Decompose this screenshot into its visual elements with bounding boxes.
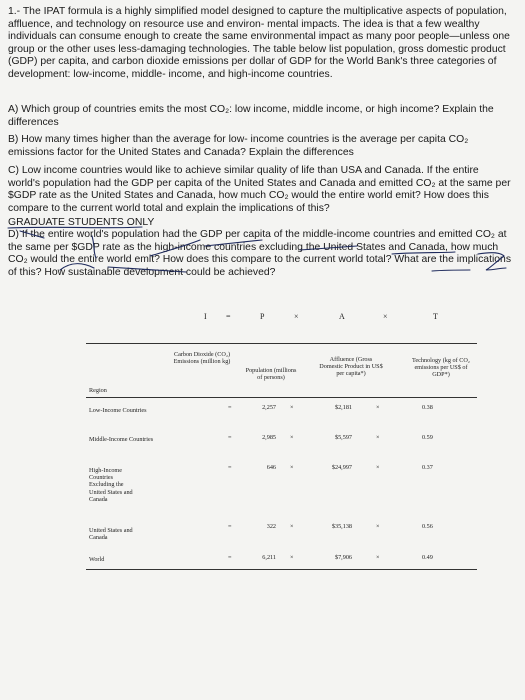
question-intro: 1.- The IPAT formula is a highly simplified model designed to capture the multiplicative aspects of population, affluence, and technology on resource use and environ- mental impacts. The idea is that a few wealthy individuals can consume enough to create the same environmental impact as many poor people—unless one group or the other uses less-damaging technologies. The table below list population, gross domestic product (GDP) per capita, and carbon dioxide emissions per dollar of GDP for the World Bank's three categories of development: low-income, middle- income, and high-income countries.: [8, 6, 510, 80]
row-equals: =: [228, 404, 232, 411]
row-region: High-Income Countries Excluding the United States and Canada: [89, 467, 133, 503]
row-population: 2,985: [262, 434, 276, 441]
table-top-rule: [86, 343, 477, 344]
row-times: ×: [376, 404, 380, 411]
row-population: 2,257: [262, 404, 276, 411]
row-equals: =: [228, 523, 232, 530]
header-co2: Carbon Dioxide (CO₂) Emissions (million kg): [173, 351, 231, 366]
row-technology: 0.49: [422, 554, 433, 561]
table-header-rule: [86, 397, 477, 398]
row-equals: =: [228, 434, 232, 441]
row-times: ×: [376, 554, 380, 561]
table-bottom-rule: [86, 569, 477, 570]
row-population: 646: [266, 464, 276, 471]
row-technology: 0.59: [422, 434, 433, 441]
row-times: ×: [290, 434, 294, 441]
row-equals: =: [228, 554, 232, 561]
row-region: Low-Income Countries: [89, 407, 147, 414]
row-affluence: $2,181: [334, 404, 352, 411]
header-technology: Technology (kg of CO₂ emissions per US$ of GDP*): [412, 357, 470, 379]
row-technology: 0.56: [422, 523, 433, 530]
symbol-times: ×: [294, 312, 299, 321]
graduate-section-title: GRADUATE STUDENTS ONLY: [8, 217, 155, 228]
row-population: 322: [266, 523, 276, 530]
row-times: ×: [290, 464, 294, 471]
symbol-equals: =: [226, 312, 231, 321]
question-part-b: B) How many times higher than the average for low- income countries is the average per capita CO₂ emissions factor for the United States and Canada? Explain the differences: [8, 134, 469, 158]
row-technology: 0.38: [422, 404, 433, 411]
question-part-a: A) Which group of countries emits the most CO₂: low income, middle income, or high income? Explain the differences: [8, 104, 494, 128]
header-region: Region: [89, 387, 107, 394]
symbol-t: T: [433, 312, 438, 321]
row-equals: =: [228, 464, 232, 471]
symbol-p: P: [260, 312, 265, 321]
row-times: ×: [376, 464, 380, 471]
row-technology: 0.37: [422, 464, 433, 471]
row-population: 6,211: [262, 554, 276, 561]
row-times: ×: [290, 404, 294, 411]
question-part-d: D) If the entire world's population had the GDP per capita of the middle-income countries and emitted CO₂ at the same per $GDP rate as the high-income countries excluding the United States and Canada, how much CO₂ would the entire world emit? How does this compare to the current world total? What are the implications of this? How sustainable development could be achieved?: [8, 229, 512, 278]
header-affluence: Affluence (Gross Domestic Product in US$ per capita*): [319, 356, 383, 378]
row-affluence: $35,138: [331, 523, 352, 530]
row-affluence: $7,906: [334, 554, 352, 561]
question-part-c: C) Low income countries would like to achieve similar quality of life than USA and Canada. If the entire world's population had the GDP per capita of the United States and Canada and emitted CO₂ at the same per $GDP rate as the United States and Canada, how much CO₂ would the entire world emit? How does this compare to the current world total and explain the implications of this?: [8, 165, 511, 214]
row-affluence: $24,997: [331, 464, 352, 471]
row-times: ×: [376, 523, 380, 530]
row-region: Middle-Income Countries: [89, 436, 154, 443]
row-times: ×: [290, 554, 294, 561]
symbol-times: ×: [383, 312, 388, 321]
row-affluence: $5,597: [334, 434, 352, 441]
header-population: Population (millions of persons): [245, 367, 297, 382]
symbol-a: A: [339, 312, 345, 321]
symbol-i: I: [204, 312, 207, 321]
row-times: ×: [376, 434, 380, 441]
row-times: ×: [290, 523, 294, 530]
row-region: World: [89, 556, 105, 563]
row-region: United States and Canada: [89, 527, 133, 542]
